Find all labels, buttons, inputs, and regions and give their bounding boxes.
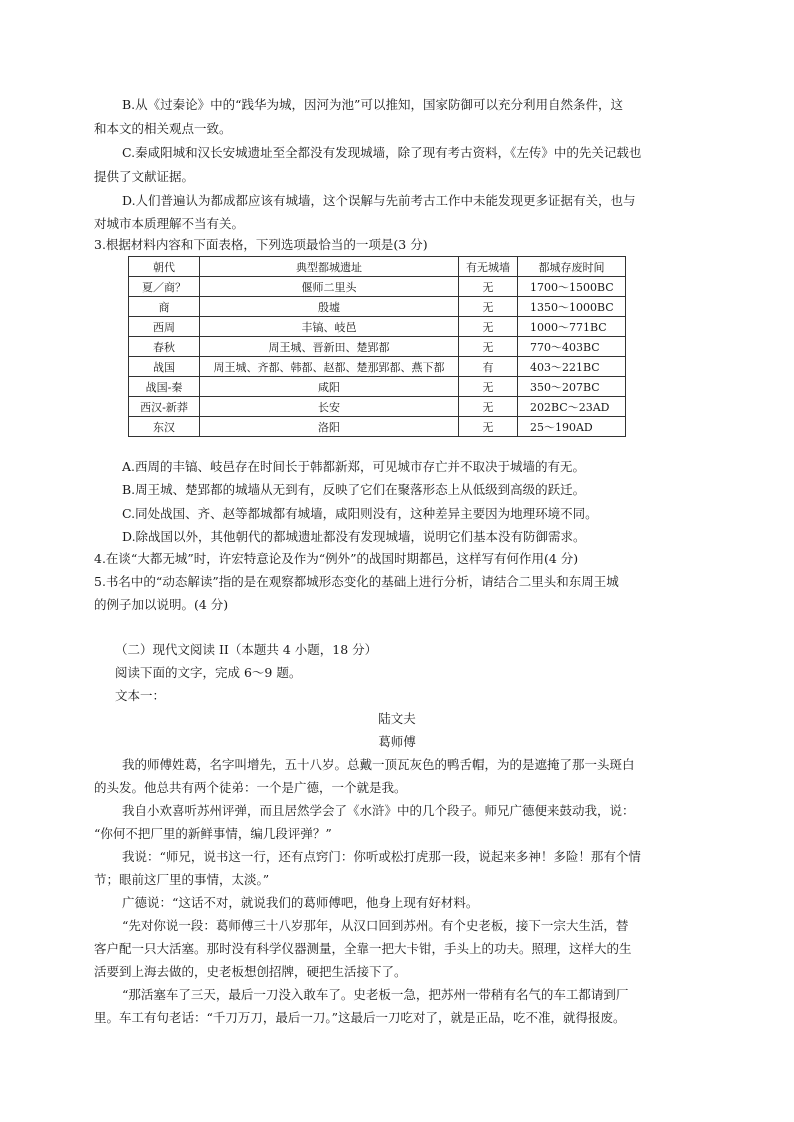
table-cell: 有 (459, 357, 518, 377)
table-cell: 周王城、齐都、韩都、赵都、楚那郢都、燕下都 (200, 357, 459, 377)
q2-option-d-line2: 对城市本质理解不当有关。 (94, 216, 245, 231)
table-row (129, 337, 626, 357)
table-cell: 无 (459, 417, 518, 437)
table-cell: 洛阳 (200, 417, 459, 437)
table-row (129, 277, 626, 297)
q2-option-d-line1: D.人们普遍认为都成都应该有城墙，这个误解与先前考古工作中未能发现更多证据有关，也与 (122, 193, 636, 208)
table-header-cell: 都城存废时间 (518, 257, 626, 277)
q3-option-b: B.周王城、楚郢都的城墙从无到有，反映了它们在聚落形态上从低级到高级的跃迁。 (122, 482, 586, 497)
table-cell: 403～221BC (518, 357, 626, 377)
table-header-cell: 典型都城遗址 (200, 257, 459, 277)
q2-option-b-line2: 和本文的相关观点一致。 (94, 121, 232, 136)
table-row (129, 297, 626, 317)
story-line: 我自小欢喜听苏州评弹，而且居然学会了《水浒》中的几个段子。师兄广德便来鼓动我，说： (122, 803, 635, 818)
story-line: 我说：“师兄，说书这一行，还有点窍门：你听或松打虎那一段，说起来多神！多险！那有个情 (122, 849, 641, 864)
q2-option-b-line1: B.从《过秦论》中的“践华为城，因河为池”可以推知，国家防御可以充分利用自然条件，这 (122, 97, 623, 112)
table-cell: 无 (459, 317, 518, 337)
capital-table (128, 256, 626, 437)
table-cell: 周王城、晋新田、楚郢都 (200, 337, 459, 357)
q5-stem-line2: 的例子加以说明。(4 分) (94, 597, 229, 612)
table-cell: 350～207BC (518, 377, 626, 397)
story-title: 葛师傅 (378, 734, 416, 749)
text-label: 文本一： (115, 688, 166, 703)
table-cell: 770～403BC (518, 337, 626, 357)
table-cell: 无 (459, 397, 518, 417)
story-line: 客户配一只大活塞。那时没有科学仪器测量，全靠一把大卡钳，手头上的功夫。照理，这样大的生 (94, 941, 632, 956)
table-cell: 丰镐、岐邑 (200, 317, 459, 337)
table-cell: 商 (129, 297, 200, 317)
q5-stem-line1: 5.书名中的“动态解读”指的是在观察都城形态变化的基础上进行分析，请结合二里头和东周王城 (94, 574, 619, 589)
table-cell: 咸阳 (200, 377, 459, 397)
section-instructions: 阅读下面的文字，完成 6～9 题。 (115, 665, 302, 680)
table-cell: 长安 (200, 397, 459, 417)
table-cell: 春秋 (129, 337, 200, 357)
q3-option-a: A.西周的丰镐、岐邑存在时间长于韩都新郑，可见城市存亡并不取决于城墙的有无。 (122, 459, 586, 474)
section-heading: （二）现代文阅读 II（本题共 4 小题，18 分） (115, 642, 378, 657)
table-header-row (129, 257, 626, 277)
table-cell: 西周 (129, 317, 200, 337)
table-cell: 202BC～23AD (518, 397, 626, 417)
q2-option-c-line1: C.秦咸阳城和汉长安城遗址至全都没有发现城墙，除了现有考古资料，《左传》中的先关记载也 (122, 145, 642, 160)
table-cell: 殷墟 (200, 297, 459, 317)
story-line: 我的师傅姓葛，名字叫增先，五十八岁。总戴一顶瓦灰色的鸭舌帽，为的是遮掩了那一头斑白 (122, 757, 635, 772)
table-cell: 战国 (129, 357, 200, 377)
q3-option-d: D.除战国以外，其他朝代的都城遗址都没有发现城墙，说明它们基本没有防御需求。 (122, 529, 586, 544)
q2-option-c-line2: 提供了文献证据。 (94, 169, 195, 184)
story-line: 里。车工有句老话：“千刀万刀，最后一刀。”这最后一刀吃对了，就是正品，吃不准，就得报废。 (94, 1010, 626, 1025)
table-cell: 偃师二里头 (200, 277, 459, 297)
story-line: 节；眼前这厂里的事情，太淡。” (94, 872, 270, 887)
table-header-cell: 朝代 (129, 257, 200, 277)
table-row (129, 317, 626, 337)
table-row (129, 397, 626, 417)
story-line: 活要到上海去做的，史老板想创招牌，硬把生活接下了。 (94, 964, 407, 979)
table-cell: 无 (459, 337, 518, 357)
table-row (129, 357, 626, 377)
table-cell: 25～190AD (518, 417, 626, 437)
table-cell: 1350～1000BC (518, 297, 626, 317)
author-name: 陆文夫 (378, 711, 416, 726)
q3-stem: 3.根据材料内容和下面表格，下列选项最恰当的一项是(3 分) (94, 237, 428, 252)
q4-stem: 4.在谈“大都无城”时，许宏特意论及作为“例外”的战国时期都邑，这样写有何作用(4 分) (94, 551, 579, 566)
table-cell: 西汉-新莽 (129, 397, 200, 417)
table-cell: 无 (459, 377, 518, 397)
table-cell: 夏／商？ (129, 277, 200, 297)
table-cell: 1000～771BC (518, 317, 626, 337)
story-line: 的头发。他总共有两个徒弟：一个是广德，一个就是我。 (94, 780, 407, 795)
table-cell: 战国-秦 (129, 377, 200, 397)
table-cell: 无 (459, 277, 518, 297)
story-line: “那活塞车了三天，最后一刀没入敢车了。史老板一急，把苏州一带稍有名气的车工都请到厂 (122, 987, 629, 1002)
table-header-cell: 有无城墙 (459, 257, 518, 277)
table-cell: 东汉 (129, 417, 200, 437)
table-cell: 无 (459, 297, 518, 317)
table-row (129, 417, 626, 437)
q3-option-c: C.同处战国、齐、赵等都城都有城墙，咸阳则没有，这种差异主要因为地理环境不同。 (122, 506, 598, 521)
story-line: “你何不把厂里的新鲜事情，编几段评弹？” (94, 826, 332, 841)
table-cell: 1700～1500BC (518, 277, 626, 297)
story-line: 广德说：“这话不对，就说我们的葛师傅吧，他身上现有好材料。 (122, 895, 479, 910)
table-row (129, 377, 626, 397)
story-line: “先对你说一段：葛师傅三十八岁那年，从汉口回到苏州。有个史老板，接下一宗大生活，替 (122, 918, 629, 933)
